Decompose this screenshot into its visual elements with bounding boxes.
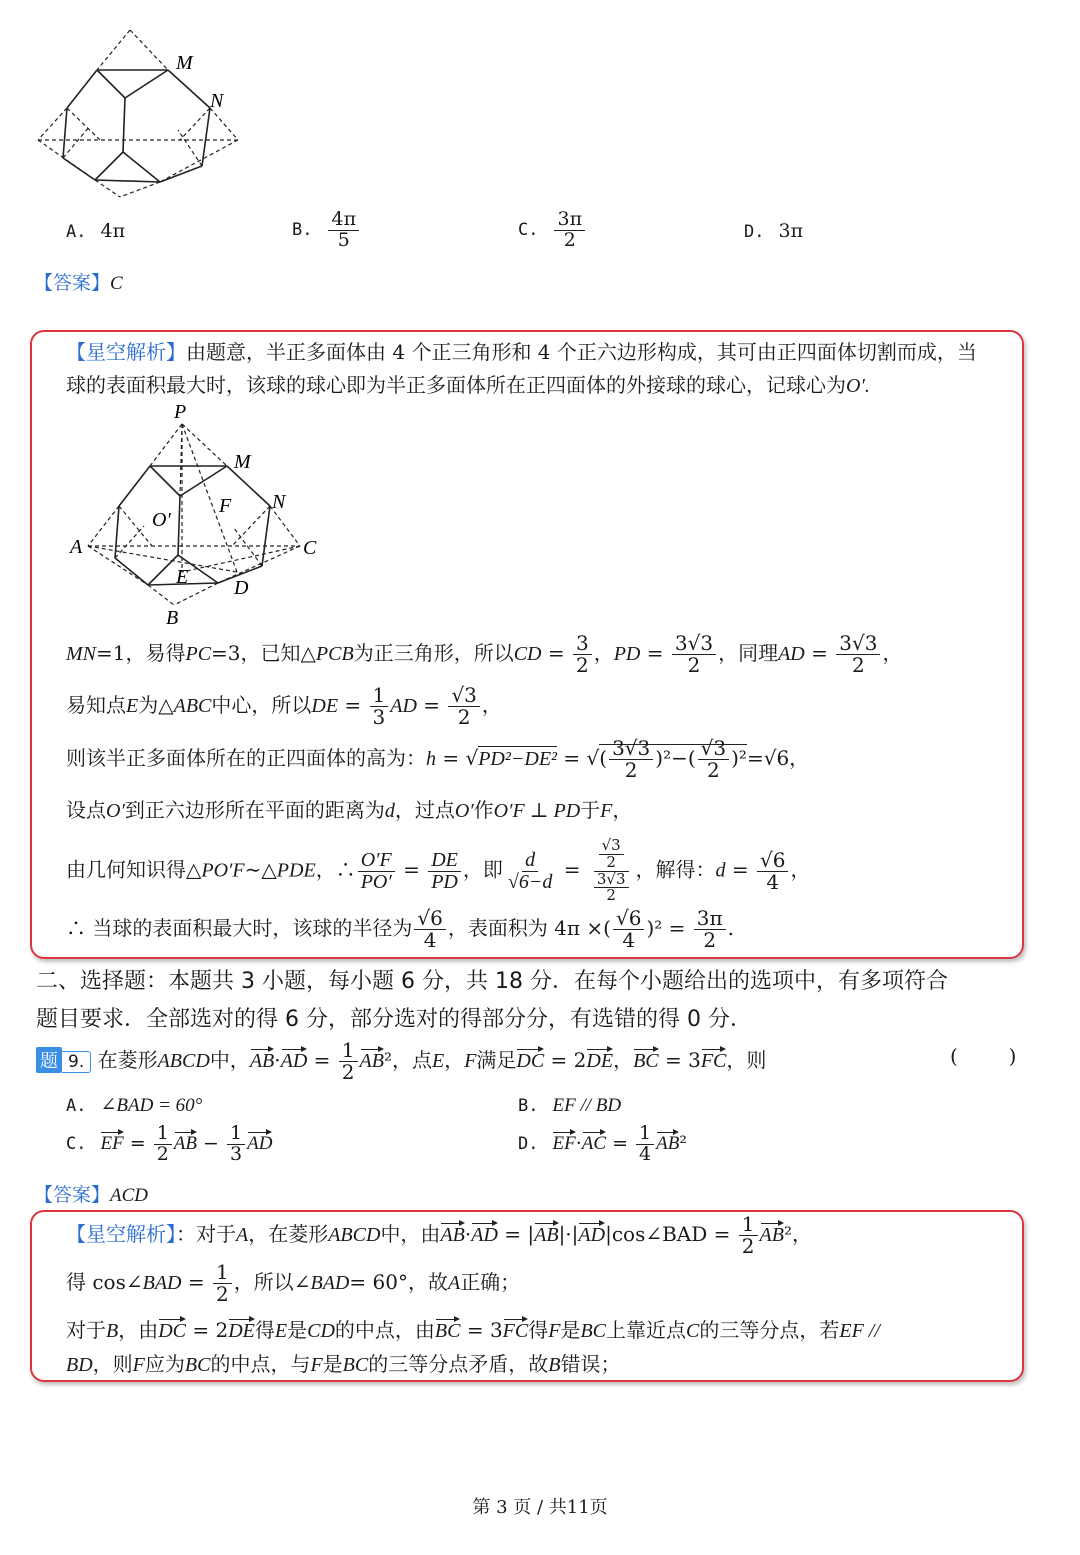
- text: ∼△: [244, 857, 277, 882]
- vector: AB: [656, 1133, 680, 1155]
- text: ，∴: [315, 857, 356, 882]
- text: 为△: [138, 693, 174, 717]
- math: F: [464, 1050, 477, 1072]
- math: EF //: [839, 1320, 880, 1342]
- option-den: 2: [563, 228, 576, 251]
- text: 是: [287, 1318, 308, 1342]
- math: A: [236, 1224, 249, 1246]
- label-m: M: [176, 52, 193, 74]
- text: ，即: [462, 857, 503, 882]
- math: F: [132, 1354, 145, 1376]
- option-b[interactable]: [292, 210, 361, 251]
- option-num: 3π: [554, 210, 585, 231]
- analysis1-line6: 设点O′到正六边形所在平面的距离为d，过点O′作O′F ⊥ PD于F，: [66, 798, 633, 822]
- polyhedron-figure-2: [62, 400, 332, 630]
- frac-den: PO′: [360, 870, 392, 893]
- text: 中，由: [380, 1222, 441, 1246]
- analysis1-line2: [66, 369, 870, 398]
- text: ，表面积为 4π ×: [447, 916, 604, 940]
- frac-den: 2: [606, 886, 616, 905]
- vector: DC: [158, 1320, 187, 1342]
- frac-den: 4: [639, 1142, 652, 1165]
- math: A: [447, 1272, 461, 1294]
- frac-den: 3: [372, 705, 386, 729]
- text: 由几何知识得△: [66, 857, 202, 882]
- analysis2-line3: 对于B，由DC = 2DE得E是CD的中点，由BC = 3FC得F是BC上靠近点C的三等分点，若EF //: [66, 1318, 880, 1342]
- math: PD: [613, 643, 641, 665]
- math: O′: [454, 800, 474, 822]
- q9-answer: [34, 1180, 148, 1207]
- frac-num: 1: [213, 1262, 232, 1284]
- math: AD: [390, 695, 417, 717]
- analysis1-line7: 由几何知识得△PO′F∼△PDE，∴ $\frac{O'F}{PO'}$ = $\frac{DE}{PD}$ ，即 $\frac{d}{√6-d}$ = $\frac{\frac{√3}{2}}{\frac{3√3}{2}}$ ，解得：d = $\frac{√6}{4}$ ，: [66, 836, 811, 905]
- text: 到正六边形所在平面的距离为: [124, 798, 385, 822]
- q9-option-c[interactable]: C. EF = $\frac{1}{2}$ AB − $\frac{1}{3}$ AD: [66, 1122, 273, 1165]
- q8-answer: [34, 268, 123, 295]
- vector: EF: [552, 1133, 576, 1155]
- text: ，点: [391, 1048, 432, 1072]
- vector: FC: [502, 1320, 529, 1342]
- frac-num: 3√3: [594, 872, 629, 889]
- label-d: D: [234, 577, 249, 599]
- text: 应为: [144, 1352, 185, 1376]
- option-letter: A.: [66, 1096, 87, 1116]
- vector: AB: [173, 1133, 198, 1155]
- option-text: ∠BAD = 60°: [100, 1095, 203, 1116]
- polyhedron-figure-1: [30, 22, 250, 202]
- vector: AC: [581, 1133, 607, 1155]
- option-value: 3π: [778, 220, 804, 242]
- text: 球的表面积最大时，该球的球心即为半正多面体所在正四面体的外接球的球心，记球心为: [66, 373, 846, 397]
- math: AD: [778, 643, 805, 665]
- option-a[interactable]: [66, 220, 125, 242]
- math: PO′F: [201, 859, 245, 882]
- math: O′: [106, 800, 125, 822]
- math: BD: [66, 1354, 93, 1376]
- frac-den: 4: [766, 869, 780, 894]
- option-letter: A.: [66, 222, 87, 242]
- option-num: 4π: [328, 210, 359, 231]
- frac-den: PD: [431, 870, 458, 893]
- vector: EF: [100, 1133, 124, 1155]
- math: E: [431, 1050, 445, 1072]
- option-text: EF // BD: [552, 1095, 622, 1116]
- vector: AD: [280, 1050, 308, 1072]
- math: E: [126, 695, 139, 717]
- text: 错误；: [560, 1352, 621, 1376]
- option-letter: B.: [292, 220, 313, 241]
- math: PC: [185, 643, 212, 665]
- frac-num: 1: [370, 685, 389, 707]
- text: =√6，: [746, 746, 810, 770]
- math: CD: [513, 643, 542, 665]
- analysis1-line4: 易知点E为△ABC中心，所以DE = $\frac{1}{3}$ AD = $\frac{√3}{2}$ ，: [66, 683, 502, 729]
- math: B: [106, 1320, 119, 1342]
- text: 的三等分点，若: [699, 1318, 840, 1342]
- text: ，: [444, 1048, 465, 1072]
- text: ，由: [118, 1318, 159, 1342]
- math: DE: [311, 695, 339, 717]
- text: ，所以∠: [233, 1270, 311, 1294]
- analysis-label: 【星空解析】: [66, 1222, 176, 1246]
- math: F: [548, 1320, 561, 1342]
- vector: DE: [586, 1050, 614, 1072]
- vector: AB: [534, 1224, 559, 1246]
- frac-den: 2: [606, 852, 616, 871]
- frac-den: 2: [341, 1060, 355, 1084]
- text: ∴ 当球的表面积最大时，该球的半径为: [66, 916, 413, 940]
- analysis1-line1: [66, 336, 977, 365]
- frac-den: 2: [575, 653, 589, 677]
- analysis2-line2: 得 cos∠BAD = $\frac{1}{2}$ ，所以∠BAD= 60°，故A正确；: [66, 1260, 521, 1306]
- frac-num: √3: [698, 738, 729, 760]
- text: ：对于: [176, 1222, 236, 1246]
- frac-den: 4: [423, 928, 437, 952]
- frac-num: 3π: [694, 908, 726, 930]
- math: h: [426, 748, 436, 770]
- analysis2-line4: [66, 1348, 620, 1377]
- math: F: [310, 1354, 323, 1376]
- option-letter: C.: [66, 1134, 87, 1155]
- analysis1-line3: MN=1，易得PC=3，已知△PCB为正三角形，所以CD = $\frac{3}{2}$ ，PD = $\frac{3√3}{2}$ ，同理AD = $\frac{3√3}{2}$ ，: [66, 631, 903, 677]
- math: E: [274, 1320, 288, 1342]
- math: ABC: [173, 695, 212, 717]
- label-f: F: [219, 495, 232, 517]
- option-letter: D.: [518, 1134, 539, 1155]
- text: 易知点: [66, 693, 126, 717]
- option-den: 5: [337, 228, 350, 251]
- vector: AB: [359, 1050, 384, 1072]
- math: B: [548, 1354, 561, 1376]
- option-letter: D.: [744, 222, 765, 242]
- math: ABCD: [328, 1224, 381, 1246]
- option-d[interactable]: [744, 220, 803, 242]
- text: 设点: [66, 798, 106, 822]
- vector: AD: [578, 1224, 606, 1246]
- analysis1-line5: 则该半正多面体所在的正四面体的高为：h = √PD²−DE² = √( $\frac{3√3}{2}$ )²−( $\frac{√3}{2}$ )²=√6，: [66, 736, 810, 782]
- vector: AB: [440, 1224, 465, 1246]
- frac-num: 3√3: [672, 633, 716, 655]
- question-badge: 题: [36, 1047, 62, 1073]
- option-letter: B.: [518, 1096, 539, 1116]
- text: ，则: [726, 1048, 767, 1072]
- frac-den: 2: [457, 705, 471, 729]
- analysis1-line8: ∴ 当球的表面积最大时，该球的半径为 $\frac{√6}{4}$ ，表面积为 4π ×( $\frac{√6}{4}$ )² = $\frac{3\pi}{2}$ .: [66, 906, 734, 952]
- symbol: O′.: [846, 375, 870, 397]
- vector: AD: [247, 1133, 273, 1155]
- text: ，在菱形: [248, 1222, 329, 1246]
- text: 是: [322, 1352, 343, 1376]
- frac-den: 4: [622, 928, 636, 952]
- frac-den: 2: [156, 1142, 169, 1165]
- label-n: N: [210, 90, 224, 112]
- math: PCB: [315, 643, 354, 665]
- frac-num: d: [522, 850, 538, 872]
- text: ，过点: [394, 798, 455, 822]
- frac-den: 2: [687, 653, 701, 677]
- text: ，则: [92, 1352, 133, 1376]
- frac-num: √3: [599, 838, 624, 855]
- text: 上靠近点: [606, 1318, 687, 1342]
- frac-num: √6: [613, 908, 644, 930]
- frac-num: √3: [448, 685, 479, 707]
- math: MN: [66, 643, 96, 665]
- math: O′F ⊥ PD: [493, 800, 581, 822]
- math: PD²−DE²: [478, 748, 558, 770]
- vector: DE: [228, 1320, 255, 1342]
- section-2-heading-line1: 二、选择题：本题共 3 小题，每小题 6 分，共 18 分．在每个小题给出的选项中，有多项符合: [36, 969, 948, 994]
- text: =1，易得: [96, 641, 186, 665]
- frac-den: 3: [230, 1142, 243, 1165]
- answer-value: ACD: [110, 1185, 149, 1206]
- answer-label: 【答案】: [34, 1184, 111, 1206]
- text: 的中点，由: [334, 1318, 435, 1342]
- text: ，解得：: [635, 857, 716, 882]
- math: ABCD: [157, 1050, 210, 1072]
- frac-num: √6: [414, 908, 445, 930]
- text: 中心，所以: [211, 693, 312, 717]
- section-2-heading-line2: 题目要求．全部选对的得 6 分，部分选对的得部分分，有选错的得 0 分．: [36, 1007, 752, 1032]
- vector: BC: [434, 1320, 461, 1342]
- label-n: N: [272, 491, 286, 513]
- vector: FC: [700, 1050, 727, 1072]
- math: C: [686, 1320, 700, 1342]
- frac-num: 1: [739, 1214, 758, 1236]
- label-c: C: [303, 537, 317, 559]
- text: 的中点，与: [210, 1352, 311, 1376]
- frac-num: 1: [636, 1124, 654, 1145]
- q9-stem: 题 9. 在菱形ABCD中，AB·AD = $\frac{1}{2}$ AB²，点E，F满足DC = 2DE，BC = 3FC，则: [36, 1040, 766, 1083]
- frac-den: 2: [851, 653, 865, 677]
- question-number: 9.: [62, 1051, 91, 1073]
- text: 满足: [476, 1048, 517, 1072]
- label-p: P: [174, 401, 187, 423]
- answer-value: C: [110, 273, 123, 294]
- text: 是: [560, 1318, 581, 1342]
- q9-option-a[interactable]: [66, 1094, 202, 1117]
- text: 作: [473, 798, 494, 822]
- frac-den: 2: [741, 1234, 755, 1258]
- frac-num: O′F: [358, 850, 395, 872]
- q9-option-b[interactable]: [518, 1094, 621, 1117]
- label-o: O′: [152, 509, 171, 531]
- text: 为正三角形，所以: [353, 641, 514, 665]
- frac-num: 3√3: [609, 738, 653, 760]
- vector: AB: [759, 1224, 784, 1246]
- frac-den: √6−d: [507, 870, 553, 893]
- text: 中，: [209, 1048, 250, 1072]
- math: F: [600, 800, 613, 822]
- label-a: A: [70, 536, 83, 558]
- text: 由题意，半正多面体由 4 个正三角形和 4 个正六边形构成，其可由正四面体切割而成，当: [186, 340, 977, 364]
- answer-paren: ( ): [950, 1044, 1017, 1068]
- frac-num: 1: [339, 1040, 358, 1062]
- text: =3，已知△: [211, 641, 316, 665]
- label-b: B: [166, 607, 179, 629]
- text: 则该半正多面体所在的正四面体的高为：: [66, 746, 426, 770]
- label-m: M: [234, 451, 251, 473]
- text: cos∠BAD: [611, 1222, 708, 1246]
- math: BAD: [142, 1272, 182, 1294]
- analysis2-line1: 【星空解析】：对于A，在菱形ABCD中，由AB·AD = |AB|·|AD|cos∠BAD = $\frac{1}{2}$ AB²，: [66, 1212, 812, 1258]
- text: 的三等分点矛盾，故: [368, 1352, 549, 1376]
- math: d: [715, 859, 726, 882]
- frac-num: DE: [428, 850, 461, 872]
- option-c[interactable]: [518, 210, 587, 251]
- math: BC: [342, 1354, 369, 1376]
- math: BC: [580, 1320, 607, 1342]
- frac-num: 3√3: [836, 633, 880, 655]
- math: CD: [307, 1320, 335, 1342]
- option-letter: C.: [518, 220, 539, 241]
- text: 得: [528, 1318, 549, 1342]
- text: ，同理: [718, 641, 779, 665]
- frac-den: 2: [216, 1282, 229, 1306]
- math: BC: [184, 1354, 211, 1376]
- text: 正确；: [460, 1270, 521, 1294]
- frac-num: √6: [757, 850, 788, 872]
- label-e: E: [176, 566, 189, 588]
- math: PDE: [276, 859, 316, 882]
- frac-num: 1: [154, 1124, 172, 1145]
- vector: AB: [249, 1050, 275, 1072]
- text: 得 cos∠: [66, 1270, 143, 1294]
- frac-den: 2: [707, 758, 720, 782]
- vector: BC: [633, 1050, 659, 1072]
- frac-den: 2: [624, 758, 638, 782]
- vector: DC: [516, 1050, 545, 1072]
- page-footer: 第 3 页 / 共11页: [472, 1497, 608, 1518]
- text: 于: [580, 798, 601, 822]
- math: BAD: [310, 1272, 350, 1294]
- q9-option-d[interactable]: D. EF·AC = $\frac{1}{4}$ AB²: [518, 1122, 687, 1165]
- text: 对于: [66, 1318, 106, 1342]
- text: 得: [254, 1318, 275, 1342]
- frac-num: 3: [573, 633, 592, 655]
- math: d: [384, 800, 395, 822]
- answer-label: 【答案】: [34, 272, 111, 294]
- text: = 60°，故: [349, 1270, 448, 1294]
- text: 在菱形: [97, 1048, 158, 1072]
- frac-den: 2: [703, 928, 717, 952]
- vector: AD: [471, 1224, 498, 1246]
- frac-num: 1: [227, 1124, 245, 1145]
- analysis-label: 【星空解析】: [66, 340, 186, 364]
- option-value: 4π: [100, 220, 126, 242]
